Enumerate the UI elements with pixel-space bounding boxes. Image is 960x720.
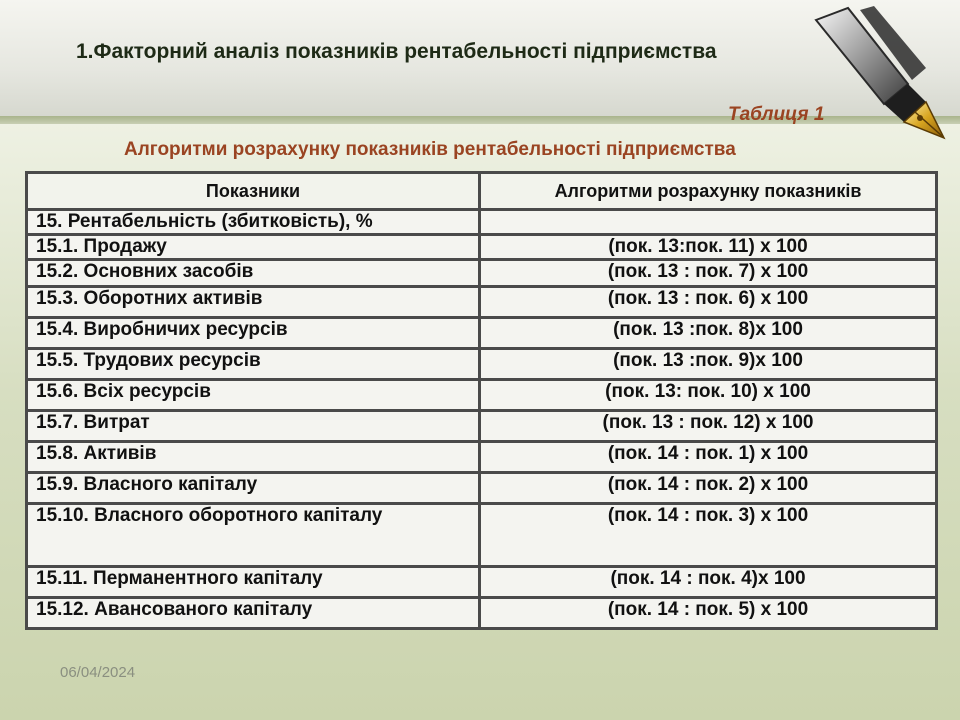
table-row (27, 567, 937, 598)
slide-title: 1.Факторний аналіз показників рентабельності підприємства (76, 40, 717, 63)
header-indicators: Показники (27, 173, 480, 210)
indicator-name: 15.6. Всіх ресурсів (27, 380, 480, 411)
fountain-pen-icon (808, 6, 958, 146)
table-caption: Таблиця 1 (728, 104, 825, 125)
indicator-name: 15.8. Активів (27, 442, 480, 473)
indicator-formula: (пок. 14 : пок. 2) х 100 (480, 473, 937, 504)
indicator-name: 15. Рентабельність (збитковість), % (27, 210, 480, 235)
indicator-name: 15.2. Основних засобів (27, 260, 480, 287)
indicators-table-wrapper (25, 171, 935, 630)
table-row (27, 349, 937, 380)
table-header-row (27, 173, 937, 210)
indicator-name: 15.4. Виробничих ресурсів (27, 318, 480, 349)
indicators-table (25, 171, 938, 630)
indicator-name: 15.1. Продажу (27, 235, 480, 260)
table-row (27, 411, 937, 442)
table-row (27, 235, 937, 260)
table-row (27, 287, 937, 318)
indicator-name: 15.7. Витрат (27, 411, 480, 442)
indicator-name: 15.11. Перманентного капіталу (27, 567, 480, 598)
table-subtitle: Алгоритми розрахунку показників рентабельності підприємства (124, 139, 736, 160)
table-row (27, 442, 937, 473)
table-row (27, 473, 937, 504)
indicator-formula: (пок. 14 : пок. 5) х 100 (480, 598, 937, 629)
table-row (27, 598, 937, 629)
indicator-name: 15.5. Трудових ресурсів (27, 349, 480, 380)
table-row (27, 318, 937, 349)
header-algorithms: Алгоритми розрахунку показників (480, 173, 937, 210)
table-row (27, 380, 937, 411)
slide-date: 06/04/2024 (60, 664, 136, 681)
indicator-formula (480, 210, 937, 235)
indicator-formula: (пок. 13: пок. 10) х 100 (480, 380, 937, 411)
indicator-formula: (пок. 13 : пок. 7) х 100 (480, 260, 937, 287)
indicator-formula: (пок. 13 : пок. 12) х 100 (480, 411, 937, 442)
indicator-formula: (пок. 13:пок. 11) х 100 (480, 235, 937, 260)
table-row (27, 504, 937, 567)
indicator-formula: (пок. 14 : пок. 4)х 100 (480, 567, 937, 598)
table-row (27, 260, 937, 287)
indicator-name: 15.3. Оборотних активів (27, 287, 480, 318)
indicator-name: 15.10. Власного оборотного капіталу (27, 504, 480, 567)
indicator-formula: (пок. 13 :пок. 8)х 100 (480, 318, 937, 349)
indicator-name: 15.12. Авансованого капіталу (27, 598, 480, 629)
indicator-formula: (пок. 14 : пок. 1) х 100 (480, 442, 937, 473)
indicator-formula: (пок. 13 : пок. 6) х 100 (480, 287, 937, 318)
indicator-formula: (пок. 13 :пок. 9)х 100 (480, 349, 937, 380)
indicator-formula: (пок. 14 : пок. 3) х 100 (480, 504, 937, 567)
table-row (27, 210, 937, 235)
indicator-name: 15.9. Власного капіталу (27, 473, 480, 504)
